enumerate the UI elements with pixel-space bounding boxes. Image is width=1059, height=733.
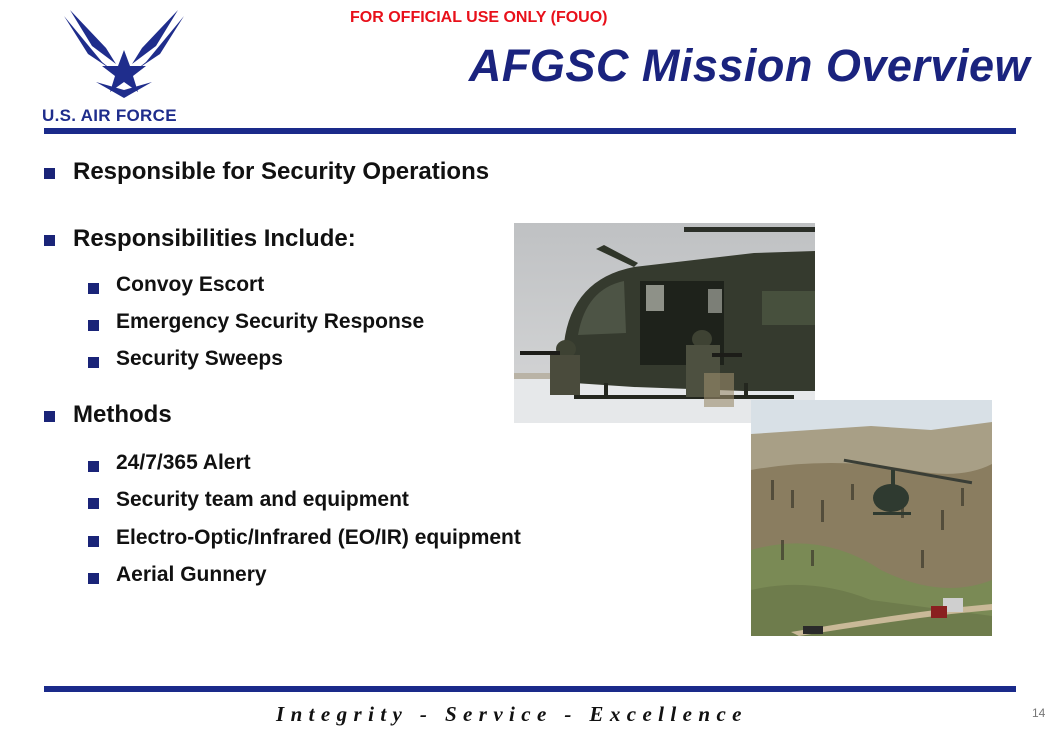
sub-bullet-security-sweeps: Security Sweeps (116, 347, 283, 370)
helicopter-security-team-photo (514, 223, 815, 423)
sub-bullet-emergency-response: Emergency Security Response (116, 310, 425, 333)
bullet-methods: Methods (73, 401, 172, 428)
page-title: AFGSC Mission Overview (468, 40, 1030, 91)
sub-bullet-alert: 24/7/365 Alert (116, 451, 251, 474)
bullet-square-icon (88, 320, 99, 331)
sub-bullet-eo-ir: Electro-Optic/Infrared (EO/IR) equipment (116, 526, 521, 549)
sub-bullet-security-team: Security team and equipment (116, 488, 409, 511)
sub-bullet-aerial-gunnery: Aerial Gunnery (116, 563, 267, 586)
bullet-square-icon (88, 357, 99, 368)
bullet-square-icon (44, 235, 55, 246)
bullet-square-icon (44, 168, 55, 179)
classification-banner: FOR OFFICIAL USE ONLY (FOUO) (350, 9, 608, 26)
page-number: 14 (1032, 706, 1046, 720)
bullet-square-icon (88, 498, 99, 509)
bullet-square-icon (88, 573, 99, 584)
bullet-square-icon (88, 536, 99, 547)
air-force-wings-logo-icon (62, 6, 186, 98)
bullet-square-icon (88, 283, 99, 294)
bullet-responsibilities: Responsibilities Include: (73, 225, 356, 252)
header-divider (44, 128, 1016, 134)
bullet-security-operations: Responsible for Security Operations (73, 158, 490, 185)
bullet-square-icon (88, 461, 99, 472)
sub-bullet-convoy-escort: Convoy Escort (116, 273, 265, 296)
helicopter-convoy-escort-photo (751, 400, 992, 636)
logo-text: U.S. AIR FORCE (42, 106, 177, 125)
bullet-square-icon (44, 411, 55, 422)
footer-divider (44, 686, 1016, 692)
footer-motto: Integrity - Service - Excellence (276, 702, 748, 726)
